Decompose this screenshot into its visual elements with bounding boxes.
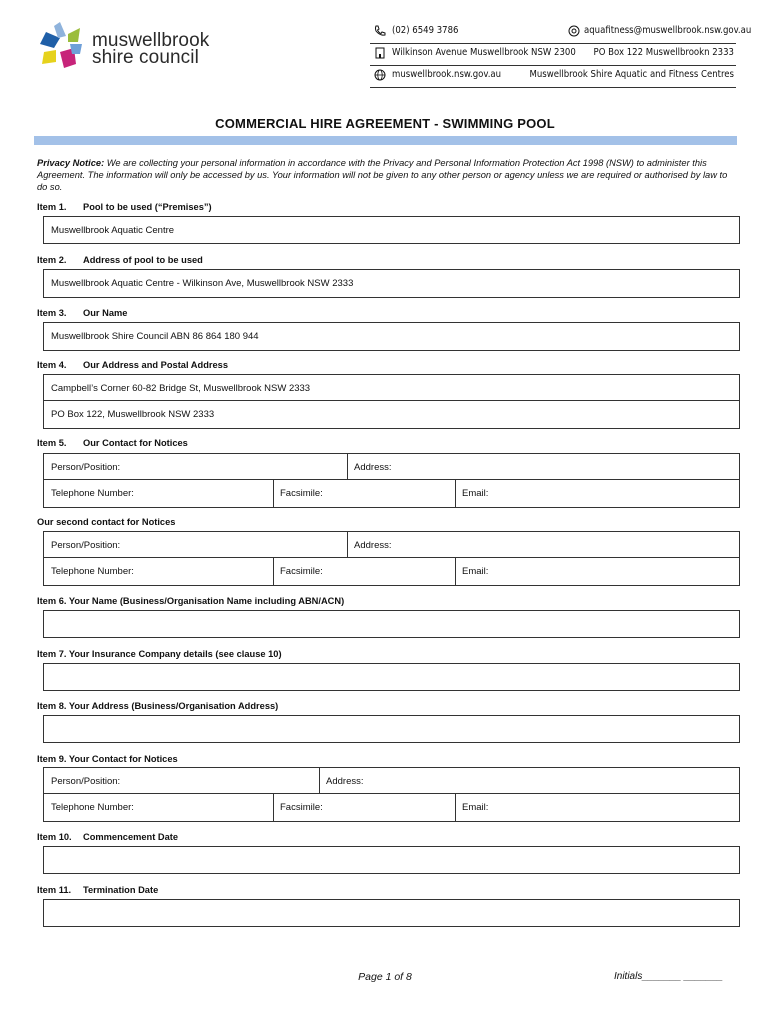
our-name-value: Muswellbrook Shire Council ABN 86 864 180 944 [51,331,259,342]
org-name-line2: shire council [92,47,199,68]
telephone-field[interactable]: Telephone Number: [51,488,134,499]
address-cell[interactable] [347,532,739,557]
globe-icon [374,69,386,84]
second-contact-table [43,531,740,586]
item-8-label: Item 8. Your Address (Business/Organisation Address) [37,701,279,711]
item-1-label: Item 1. Pool to be used (“Premises”) [37,202,212,212]
item-2-box[interactable] [43,269,740,298]
address-field-label: Address: [354,462,392,473]
email-cell[interactable] [455,794,739,821]
address-field-label: Address: [354,540,392,551]
privacy-label: Privacy Notice: [37,158,105,168]
item-6-input-box[interactable] [43,610,740,638]
item-8-input-box[interactable] [43,715,740,743]
termination-date-input[interactable] [43,899,740,927]
commencement-date-input[interactable] [43,846,740,874]
contact-row-2 [44,558,739,585]
our-address-value: Campbell’s Corner 60-82 Bridge St, Muswellbrook NSW 2333 [51,383,311,394]
facsimile-cell[interactable] [273,794,456,821]
facsimile-cell[interactable] [273,480,456,507]
item-11-label: Item 11. Termination Date [37,885,159,895]
document-title: COMMERCIAL HIRE AGREEMENT - SWIMMING POOL [215,116,555,131]
facsimile-cell[interactable] [273,558,456,585]
our-postal-address-value: PO Box 122, Muswellbrook NSW 2333 [51,409,215,420]
contact-row-1 [44,454,739,480]
initials-line: Initials_______ _______ [614,971,723,982]
item-9-contact-table [43,767,740,822]
contact-block [370,22,752,88]
email-field-label: Email: [462,488,489,499]
item-7-input-box[interactable] [43,663,740,691]
item-4-label: Item 4. Our Address and Postal Address [37,360,229,370]
email-field-label: Email: [462,802,489,813]
council-logo [36,18,236,82]
item-3-box[interactable] [43,322,740,351]
privacy-text: We are collecting your personal information in accordance with the Privacy and Personal Information Protection Act 1998 (NSW) to administer this Agreement. The information will only be accessed by us. Your information will not be given to any other person or agency unless we are required or authorised by law to do so. [37,158,728,192]
second-contact-label: Our second contact for Notices [37,517,176,527]
website[interactable]: muswellbrook.nsw.gov.au [392,69,502,80]
facsimile-field-label: Facsimile: [280,488,323,499]
title-divider-bar [34,136,737,145]
telephone-field[interactable]: Telephone Number: [51,566,134,577]
facsimile-field-label: Facsimile: [280,566,323,577]
street-address: Wilkinson Avenue Muswellbrook NSW 2300 [392,47,576,58]
person-position-field[interactable]: Person/Position: [51,462,121,473]
phone-number: (02) 6549 3786 [392,25,459,36]
privacy-notice [37,157,737,193]
email-cell[interactable] [455,480,739,507]
pool-address-value: Muswellbrook Aquatic Centre - Wilkinson Ave, Muswellbrook NSW 2333 [51,278,354,289]
item-1-box[interactable] [43,216,740,244]
email-address[interactable]: aquafitness@muswellbrook.nsw.gov.au [584,25,752,36]
po-box: PO Box 122 Muswellbrookn 2333 [593,47,734,58]
address-field-label: Address: [326,776,364,787]
address-cell[interactable] [347,454,739,479]
item-5-contact-table [43,453,740,508]
item-2-label: Item 2. Address of pool to be used [37,255,203,265]
address-cell[interactable] [319,768,739,793]
centre-name: Muswellbrook Shire Aquatic and Fitness Centres [529,69,734,80]
contact-row-1 [44,768,739,794]
email-icon [568,25,580,40]
item-5-label: Item 5. Our Contact for Notices [37,438,188,448]
premises-value: Muswellbrook Aquatic Centre [51,225,175,236]
council-logo-icon [36,18,92,74]
telephone-field[interactable]: Telephone Number: [51,802,134,813]
item-10-label: Item 10. Commencement Date [37,832,179,842]
person-position-field[interactable]: Person/Position: [51,776,121,787]
org-name-line1: muswellbrook [92,30,210,51]
item-7-label: Item 7. Your Insurance Company details (see clause 10) [37,649,282,659]
person-position-field[interactable]: Person/Position: [51,540,121,551]
facsimile-field-label: Facsimile: [280,802,323,813]
email-field-label: Email: [462,566,489,577]
item-9-label: Item 9. Your Contact for Notices [37,754,178,764]
contact-row-2 [44,480,739,507]
building-icon [374,47,386,62]
item-6-label: Item 6. Your Name (Business/Organisation Name including ABN/ACN) [37,596,345,606]
phone-icon [374,25,386,40]
contact-row-1 [44,532,739,558]
email-cell[interactable] [455,558,739,585]
item-4-box[interactable] [43,374,740,429]
contact-row-2 [44,794,739,821]
page-number: Page 1 of 8 [358,971,412,983]
item-3-label: Item 3. Our Name [37,308,128,318]
